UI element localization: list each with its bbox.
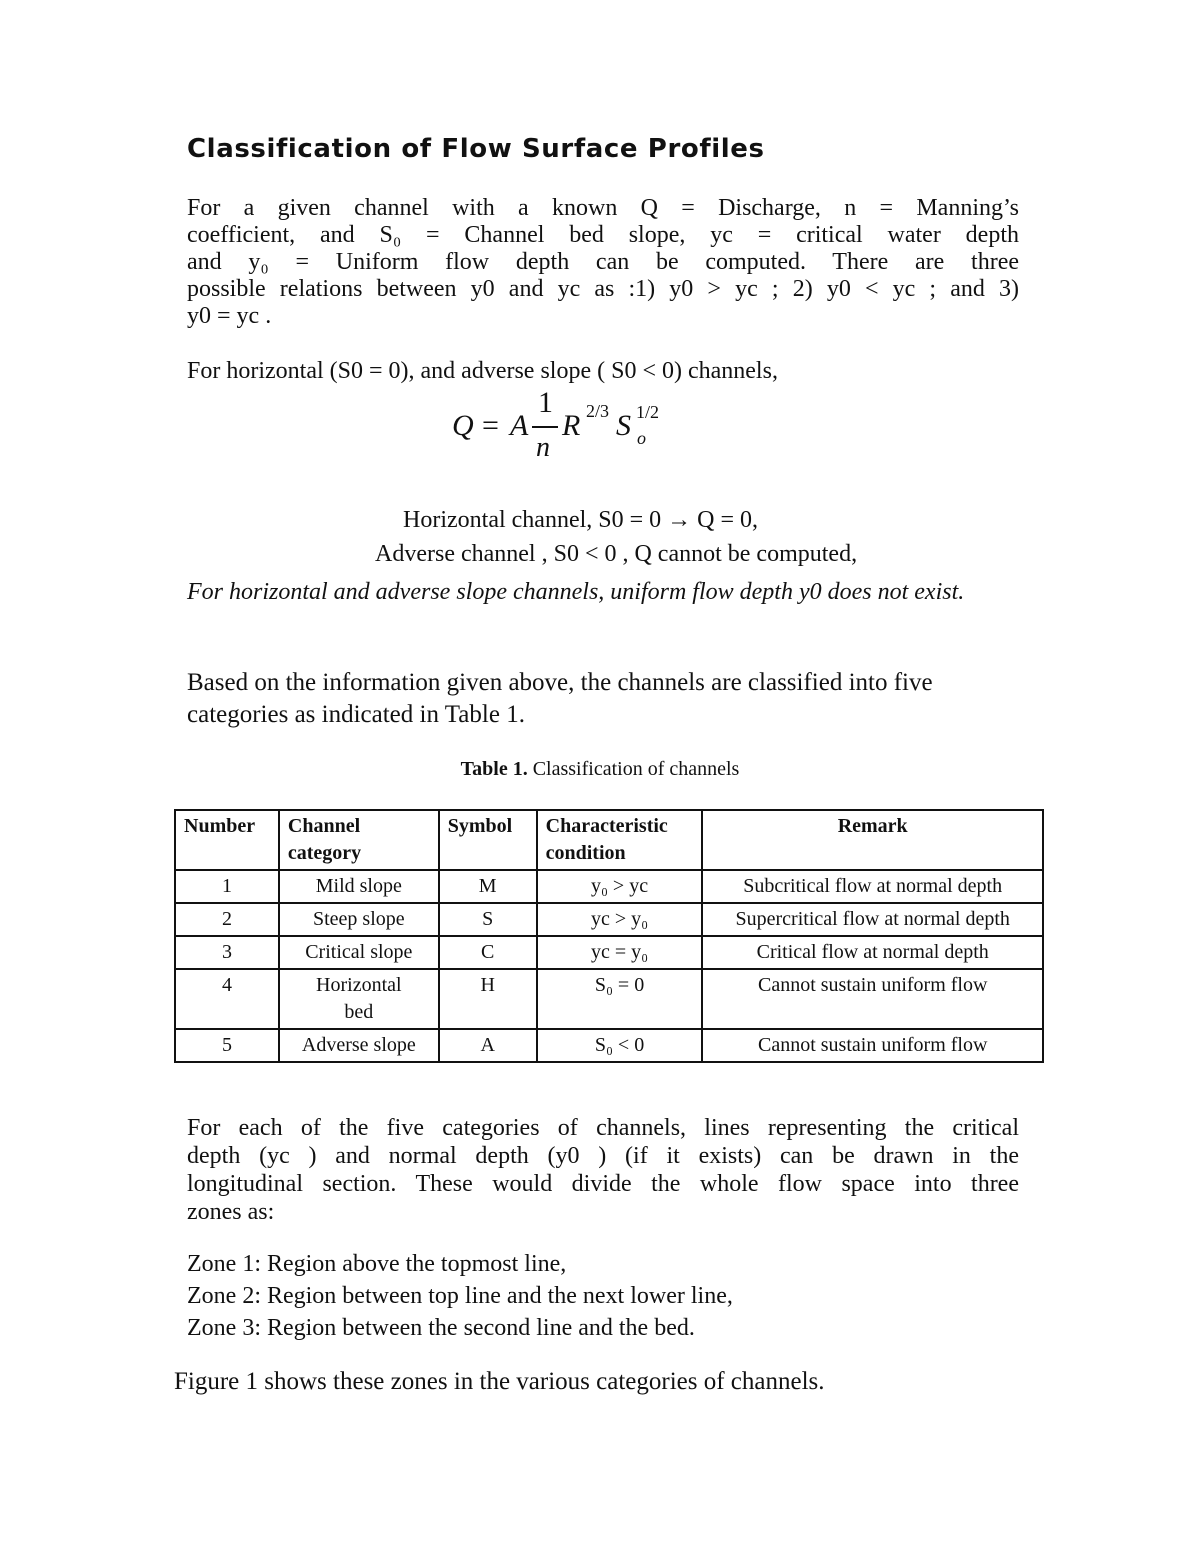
cell-number: 1	[175, 870, 279, 903]
classification-table	[174, 809, 1044, 1063]
intro-paragraph	[187, 195, 1019, 330]
intro-line: coefficient, and S₀ = Channel bed slope, yc = critical water depth	[187, 222, 1019, 248]
cell-category: Mild slope	[279, 870, 439, 903]
cell-condition: S₀ = 0	[537, 969, 703, 1029]
intro-line: For a given channel with a known Q = Discharge, n = Manning’s	[187, 195, 1019, 221]
table-caption-text: Classification of channels	[527, 758, 740, 780]
zone-3: Zone 3: Region between the second line and the bed.	[187, 1315, 695, 1341]
table-row	[175, 870, 1043, 903]
formula-denominator: n	[536, 432, 550, 463]
zones-line: depth (yc ) and normal depth (y0 ) (if it exists) can be drawn in the	[187, 1143, 1019, 1169]
header-symbol: Symbol	[439, 810, 537, 870]
manning-formula	[452, 386, 682, 472]
header-channel-category: Channel category	[279, 810, 439, 870]
cell-condition: yc > y₀	[537, 903, 703, 936]
classification-paragraph: Based on the information given above, the channels are classified into five categories as indicated in Table 1.	[187, 669, 933, 728]
cell-symbol: A	[439, 1029, 537, 1062]
italic-note: For horizontal and adverse slope channels, uniform flow depth y0 does not exist.	[187, 579, 965, 605]
table-row	[175, 969, 1043, 1029]
table-row	[175, 1029, 1043, 1062]
zones-paragraph	[187, 1114, 1019, 1226]
cell-symbol: H	[439, 969, 537, 1029]
cell-remark: Critical flow at normal depth	[702, 936, 1043, 969]
cell-condition: yc = y₀	[537, 936, 703, 969]
intro-line: possible relations between y0 and yc as :1) y0 > yc ; 2) y0 < yc ; and 3)	[187, 276, 1019, 302]
cell-symbol: S	[439, 903, 537, 936]
cell-number: 5	[175, 1029, 279, 1062]
slope-paragraph: For horizontal (S0 = 0), and adverse slope ( S0 < 0) channels,	[187, 358, 778, 384]
cell-number: 4	[175, 969, 279, 1029]
intro-line: y0 = yc .	[187, 303, 272, 329]
cell-category: Steep slope	[279, 903, 439, 936]
formula-slope-exponent: 1/2	[636, 402, 660, 422]
cell-remark: Cannot sustain uniform flow	[702, 969, 1043, 1029]
cell-condition: S₀ < 0	[537, 1029, 703, 1062]
zones-line: For each of the five categories of channels, lines representing the critical	[187, 1115, 1019, 1141]
zones-line: zones as:	[187, 1199, 275, 1225]
table-header-row	[175, 810, 1043, 870]
fraction-bar	[532, 426, 558, 428]
cell-symbol: C	[439, 936, 537, 969]
formula-radius: R	[562, 409, 581, 442]
page-title: Classification of Flow Surface Profiles	[187, 134, 765, 164]
intro-line: and y₀ = Uniform flow depth can be computed. There are three	[187, 249, 1019, 275]
formula-radius-exponent: 2/3	[586, 401, 610, 421]
zone-1: Zone 1: Region above the topmost line,	[187, 1251, 567, 1277]
header-remark: Remark	[702, 810, 1043, 870]
formula-area: A	[510, 409, 529, 442]
cell-number: 2	[175, 903, 279, 936]
header-characteristic-condition: Characteristic condition	[537, 810, 703, 870]
figure-note: Figure 1 shows these zones in the various categories of channels.	[174, 1368, 825, 1395]
cell-number: 3	[175, 936, 279, 969]
formula-numerator: 1	[538, 386, 553, 419]
cell-symbol: M	[439, 870, 537, 903]
horizontal-channel-line: Horizontal channel, S0 = 0 → Q = 0,	[403, 507, 759, 533]
zone-2: Zone 2: Region between top line and the next lower line,	[187, 1283, 733, 1309]
cell-remark: Cannot sustain uniform flow	[702, 1029, 1043, 1062]
formula-slope-subscript: o	[637, 428, 646, 448]
formula-equals: =	[482, 409, 499, 442]
cell-category: Horizontal bed	[279, 969, 439, 1029]
table-caption-label: Table 1.	[460, 758, 528, 780]
cell-category: Adverse slope	[279, 1029, 439, 1062]
formula-slope: S	[616, 409, 631, 442]
formula-lhs: Q	[452, 409, 474, 442]
table-row	[175, 903, 1043, 936]
table-row	[175, 936, 1043, 969]
header-number: Number	[175, 810, 279, 870]
adverse-channel-line: Adverse channel , S0 < 0 , Q cannot be computed,	[375, 541, 858, 567]
cell-remark: Supercritical flow at normal depth	[702, 903, 1043, 936]
cell-remark: Subcritical flow at normal depth	[702, 870, 1043, 903]
table-caption	[0, 758, 1200, 781]
cell-category: Critical slope	[279, 936, 439, 969]
cell-condition: y₀ > yc	[537, 870, 703, 903]
zones-line: longitudinal section. These would divide the whole flow space into three	[187, 1171, 1019, 1197]
